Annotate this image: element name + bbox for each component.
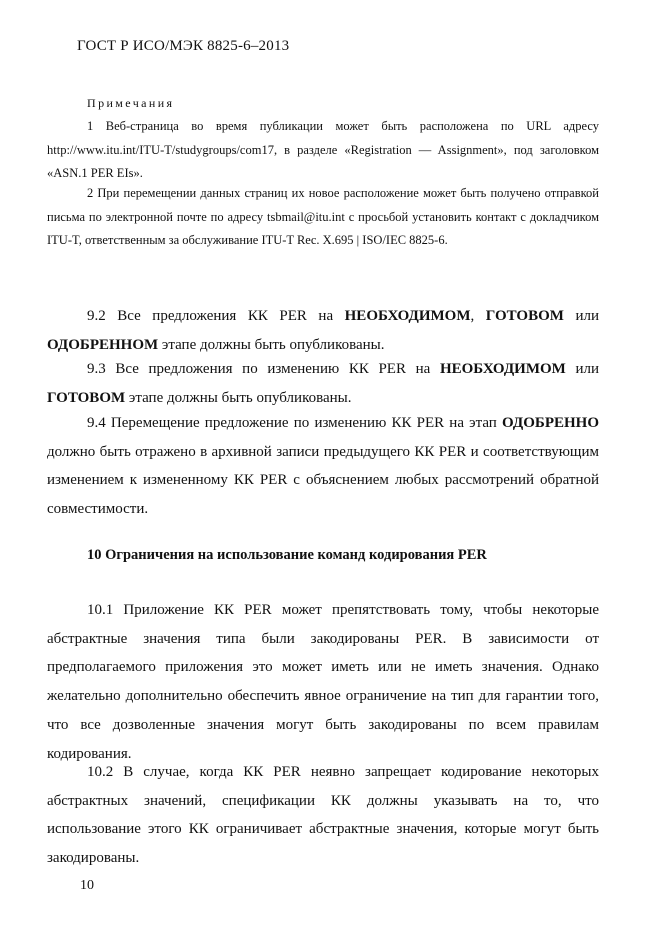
paragraph-9-2 [47, 302, 599, 359]
p92-bold-1: НЕОБХОДИМОМ [344, 308, 471, 324]
notes-title: Примечания [87, 96, 175, 110]
section-10-heading: 10 Ограничения на использование команд кодирования PER [87, 547, 487, 563]
p92-text-3: или [563, 308, 600, 324]
note-1: 1 Веб-страница во время публикации может быть расположена по URL адресу http://www.itu.int/ITU-T/studygroups/com17, в разделе «Registration –– Assignment», под заголовком «ASN.1 PER EIs». [47, 119, 599, 180]
paragraph-10-1: 10.1 Приложение КК PER может препятствовать тому, чтобы некоторые абстрактные значения типа были закодированы PER. В зависимости от предполагаемого приложения это может иметь или не иметь значения. Однако желательно дополнительно обеспечить явное ограничение на тип для гарантии того, что все дозволенные значения могут быть закодированы по всем правилам кодирования. [47, 602, 599, 762]
paragraph-9-4 [47, 409, 599, 524]
paragraph-9-3 [47, 355, 599, 412]
p92-text-4: этапе должны быть опубликованы. [158, 336, 385, 353]
p92-text-1: 9.2 Все предложения КК PER на [87, 308, 345, 324]
document-header: ГОСТ Р ИСО/МЭК 8825-6–2013 [77, 38, 290, 54]
note-2: 2 При перемещении данных страниц их новое расположение может быть получено отправкой письма по электронной почте по адресу tsbmail@itu.int с просьбой установить контакт с докладчиком ITU-T, ответственным за обслуживание ITU-T Rec. X.695 | ISO/IEC 8825-6. [47, 186, 599, 247]
p93-text-1: 9.3 Все предложения по изменению КК PER на [87, 361, 440, 377]
p92-text-2: , [470, 308, 486, 324]
p94-text-1: 9.4 Перемещение предложение по изменению КК PER на этап [87, 415, 502, 431]
p93-text-2: или [565, 361, 599, 377]
p92-bold-3: ОДОБРЕННОМ [47, 336, 159, 353]
p92-bold-2: ГОТОВОМ [485, 308, 564, 324]
p94-text-2: должно быть отражено в архивной записи предыдущего КК PER и соответствующим изменением к измененному КК PER с объяснением любых рассмотрений обратной совместимости. [47, 443, 599, 518]
paragraph-10-2: 10.2 В случае, когда КК PER неявно запрещает кодирование некоторых абстрактных значений, спецификации КК должны указывать на то, что использование этого КК ограничивает абстрактные значения, которые могут быть закодированы. [47, 764, 599, 867]
p94-bold-1: ОДОБРЕННО [502, 415, 599, 431]
p93-text-3: этапе должны быть опубликованы. [125, 389, 352, 406]
p93-bold-2: ГОТОВОМ [47, 389, 126, 406]
page-number: 10 [80, 878, 94, 893]
p93-bold-1: НЕОБХОДИМОМ [439, 361, 566, 377]
